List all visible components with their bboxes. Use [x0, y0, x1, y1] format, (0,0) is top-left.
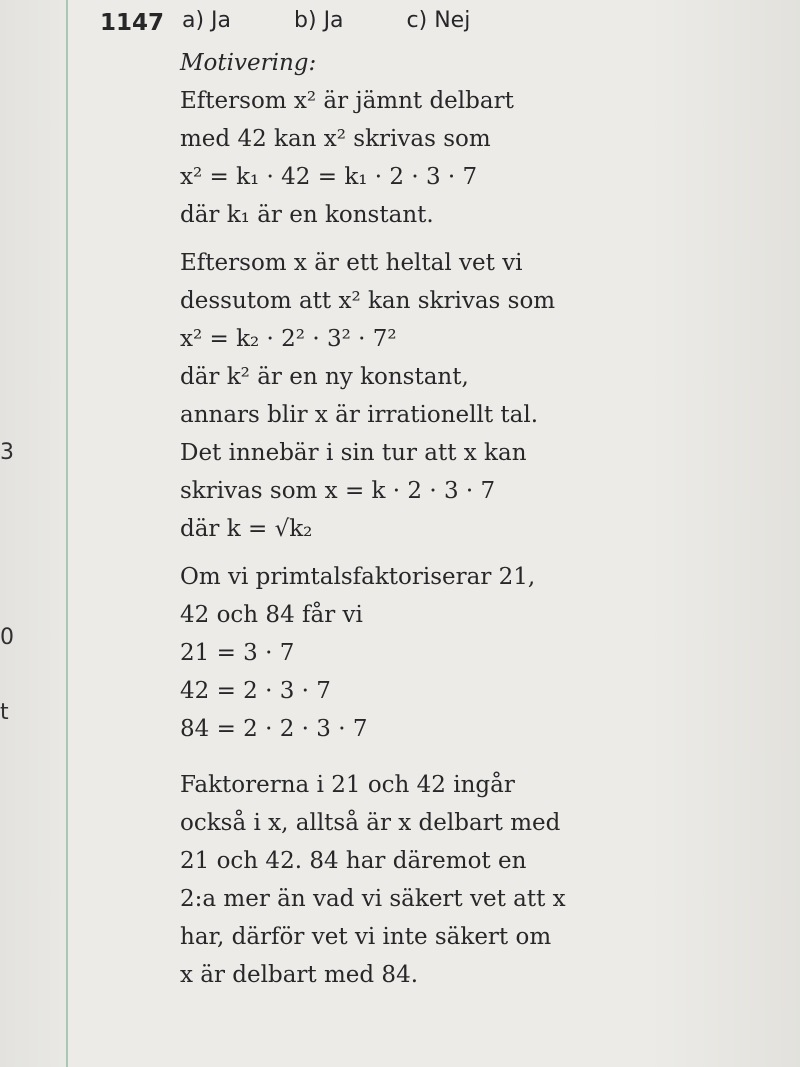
text-line: också i x, alltså är x delbart med — [180, 810, 561, 836]
formula-line: där k = √k₂ — [180, 516, 313, 542]
text-line: x är delbart med 84. — [180, 962, 419, 988]
formula-line: 42 = 2 · 3 · 7 — [180, 678, 331, 704]
answer-c: c) Nej — [406, 8, 471, 33]
left-page-strip — [0, 0, 66, 1067]
margin-glyph: 0 — [0, 625, 14, 650]
margin-rule — [66, 0, 68, 1067]
formula-line: 84 = 2 · 2 · 3 · 7 — [180, 716, 368, 742]
margin-glyph: t — [0, 700, 9, 725]
paragraph-3 — [180, 558, 650, 748]
text-line: med 42 kan x² skrivas som — [180, 126, 491, 152]
answer-b: b) Ja — [294, 8, 344, 33]
text-line: dessutom att x² kan skrivas som — [180, 288, 556, 314]
formula-line: x² = k₂ · 2² · 3² · 7² — [180, 326, 397, 352]
paragraph-4 — [180, 766, 650, 994]
solution-text — [180, 44, 650, 994]
solution-heading: Motivering: — [180, 50, 317, 76]
text-line: där k² är en ny konstant, — [180, 364, 469, 390]
paragraph-1 — [180, 82, 650, 234]
margin-glyph: 3 — [0, 440, 14, 465]
text-line: Om vi primtalsfaktoriserar 21, — [180, 564, 536, 590]
exercise-number: 1147 — [100, 10, 165, 36]
text-line: 42 och 84 får vi — [180, 602, 363, 628]
text-line: Faktorerna i 21 och 42 ingår — [180, 772, 515, 798]
formula-line: x² = k₁ · 42 = k₁ · 2 · 3 · 7 — [180, 164, 478, 190]
text-line: Det innebär i sin tur att x kan — [180, 440, 527, 466]
text-line: har, därför vet vi inte säkert om — [180, 924, 552, 950]
answer-a: a) Ja — [182, 8, 232, 33]
formula-line: 21 = 3 · 7 — [180, 640, 295, 666]
text-line: annars blir x är irrationellt tal. — [180, 402, 539, 428]
paragraph-2 — [180, 244, 650, 548]
text-line: Eftersom x är ett heltal vet vi — [180, 250, 523, 276]
answer-row — [182, 8, 526, 33]
text-line: 21 och 42. 84 har däremot en — [180, 848, 527, 874]
text-line: Eftersom x² är jämnt delbart — [180, 88, 514, 114]
right-page-shadow — [650, 0, 800, 1067]
text-line: där k₁ är en konstant. — [180, 202, 434, 228]
formula-line: skrivas som x = k · 2 · 3 · 7 — [180, 478, 496, 504]
text-line: 2:a mer än vad vi säkert vet att x — [180, 886, 566, 912]
